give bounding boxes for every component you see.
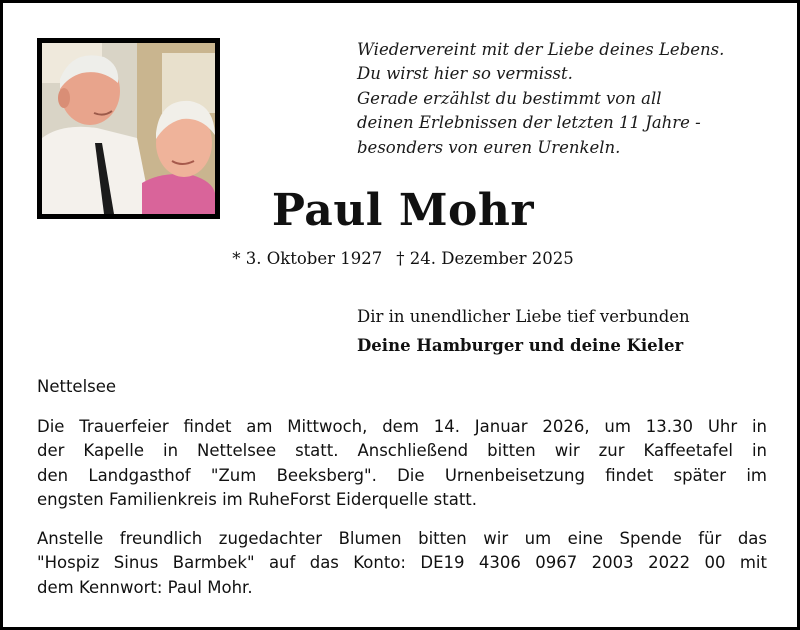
poem-line: besonders von euren Urenkeln. xyxy=(357,137,621,157)
deceased-name: Paul Mohr xyxy=(271,185,535,236)
paragraph-line: engsten Familienkreis im RuheForst Eiderquelle statt. xyxy=(37,489,477,509)
paragraph-line: Anstelle freundlich zugedachter Blumen bitten wir um eine Spende für das xyxy=(37,529,767,548)
paragraph-line: "Hospiz Sinus Barmbek" auf das Konto: DE19 4306 0967 2003 2022 00 mit xyxy=(37,553,767,573)
poem-line: deinen Erlebnissen der letzten 11 Jahre - xyxy=(357,113,701,133)
place-name: Nettelsee xyxy=(37,377,117,396)
poem-line: Gerade erzählst du bestimmt von all xyxy=(357,88,662,108)
life-dates xyxy=(3,247,800,271)
death-date: † 24. Dezember 2025 xyxy=(396,249,574,268)
birth-date: * 3. Oktober 1927 xyxy=(232,249,383,268)
paragraph-line: der Kapelle in Nettelsee statt. Anschließend bitten wir zur Kaffeetafel in xyxy=(37,441,767,461)
memorial-poem xyxy=(357,38,777,160)
closing-phrase: Dir in unendlicher Liebe tief verbunden xyxy=(357,307,690,326)
paragraph-line: Die Trauerfeier findet am Mittwoch, dem 14. Januar 2026, um 13.30 Uhr in xyxy=(37,417,767,436)
signed-by: Deine Hamburger und deine Kieler xyxy=(357,336,684,355)
paragraph-line: den Landgasthof "Zum Beeksberg". Die Urnenbeisetzung findet später im xyxy=(37,465,767,485)
poem-line: Wiedervereint mit der Liebe deines Lebens. xyxy=(357,40,725,59)
paragraph-line: dem Kennwort: Paul Mohr. xyxy=(37,577,253,597)
donation-paragraph xyxy=(37,527,767,600)
poem-line: Du wirst hier so vermisst. xyxy=(357,64,573,84)
service-paragraph xyxy=(37,415,767,512)
closing-block xyxy=(357,302,787,360)
